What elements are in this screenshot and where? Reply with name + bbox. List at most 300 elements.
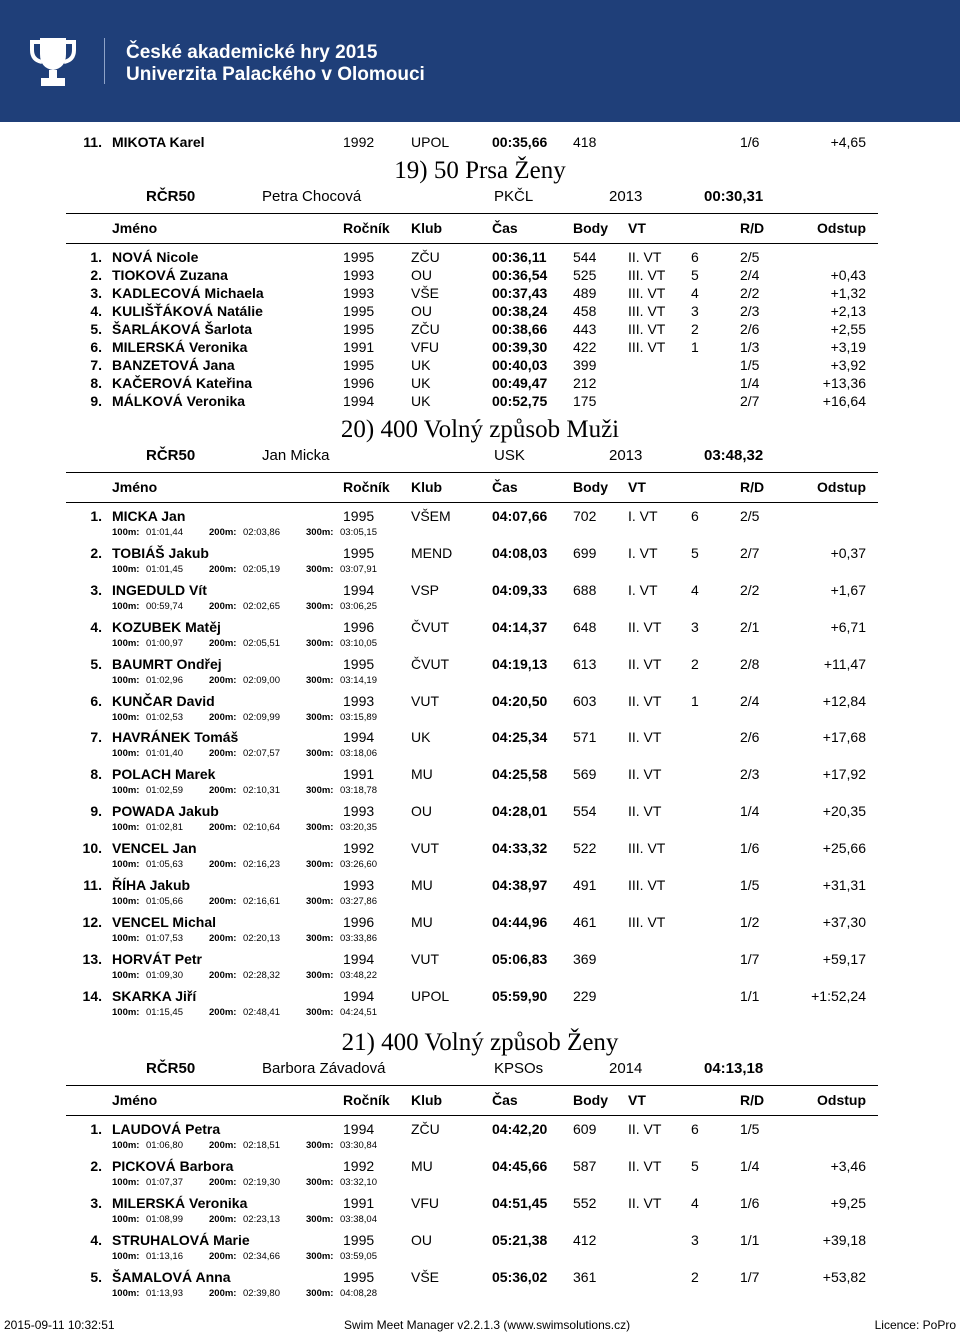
result-place: 2.: [90, 1157, 102, 1174]
record-year: 2013: [609, 447, 643, 464]
result-name: PICKOVÁ Barbora: [112, 1157, 234, 1174]
result-rd: 1/6: [740, 134, 760, 150]
split-label: 200m:: [209, 711, 237, 723]
result-points: 489: [573, 285, 597, 301]
split-time: 03:27,86: [340, 896, 377, 907]
result-club: UPOL: [411, 134, 450, 150]
result-year: 1992: [343, 1157, 375, 1174]
split-time: 02:28,32: [243, 969, 280, 981]
split-label: 100m:: [112, 711, 140, 723]
result-club: VŠE: [411, 285, 440, 301]
column-header-rd: R/D: [740, 479, 765, 495]
result-place: 11.: [83, 134, 102, 150]
split-label: 200m:: [209, 822, 237, 834]
split-time: 01:15,45: [146, 1006, 183, 1018]
result-name: KULIŠŤÁKOVÁ Natálie: [112, 303, 263, 319]
result-vt: II. VT: [628, 729, 662, 746]
column-header-vt: VT: [628, 479, 646, 495]
result-rd: 1/1: [740, 1231, 760, 1248]
result-club: UK: [411, 729, 431, 746]
result-place: 10.: [82, 840, 102, 857]
result-club: UK: [411, 393, 431, 409]
result-rd: 2/6: [740, 729, 760, 746]
result-points: 212: [573, 375, 597, 391]
result-points: 525: [573, 267, 597, 283]
split-label: 200m:: [209, 896, 237, 907]
column-header-name: Jméno: [112, 479, 158, 495]
result-place: 5.: [90, 655, 102, 672]
result-name: VENCEL Michal: [112, 913, 216, 930]
result-time: 00:35,66: [492, 134, 548, 150]
result-time: 04:28,01: [492, 803, 548, 820]
result-rd: 2/5: [740, 508, 760, 524]
split-time: 01:01,45: [146, 563, 183, 575]
result-name: HAVRÁNEK Tomáš: [112, 729, 239, 746]
result-time: 00:36,11: [492, 249, 547, 265]
split-time: 01:05,63: [146, 859, 183, 871]
column-header-rd: R/D: [740, 1092, 765, 1108]
split-label: 100m:: [112, 785, 140, 797]
result-diff: +59,17: [822, 950, 866, 967]
result-rd: 1/4: [740, 803, 760, 820]
result-place: 8.: [90, 375, 102, 391]
split-time: 01:08,99: [146, 1213, 183, 1225]
split-time: 02:16,61: [243, 896, 280, 907]
split-time: 01:07,37: [146, 1176, 183, 1188]
split-time: 01:02,53: [146, 711, 183, 723]
result-place: 6.: [90, 339, 102, 355]
result-vt-number: 5: [691, 267, 699, 283]
record-holder: Barbora Závadová: [262, 1060, 386, 1077]
result-name: MICKA Jan: [112, 508, 186, 524]
result-points: 702: [573, 508, 597, 524]
result-time: 00:37,43: [492, 285, 548, 301]
result-diff: +17,92: [822, 766, 866, 783]
split-label: 300m:: [306, 1006, 334, 1018]
result-diff: +53,82: [822, 1268, 866, 1285]
result-time: 00:38,24: [492, 303, 548, 319]
footer-licence: Licence: PoPro: [874, 1318, 956, 1332]
result-points: 522: [573, 840, 597, 857]
split-label: 200m:: [209, 674, 237, 686]
result-rd: 2/1: [740, 618, 760, 635]
split-label: 200m:: [209, 563, 237, 575]
split-time: 03:18,06: [340, 748, 377, 760]
split-time: 03:15,89: [340, 711, 377, 723]
result-diff: +25,66: [822, 840, 866, 857]
result-place: 4.: [90, 303, 102, 319]
split-time: 01:01,44: [146, 527, 183, 538]
result-time: 04:19,13: [492, 655, 548, 672]
split-time: 02:34,66: [243, 1250, 280, 1262]
result-time: 04:08,03: [492, 544, 548, 561]
result-rd: 2/7: [740, 544, 760, 561]
result-rd: 1/2: [740, 913, 760, 930]
result-year: 1996: [343, 618, 375, 635]
split-label: 300m:: [306, 1250, 334, 1262]
column-header-vt: VT: [628, 220, 646, 236]
split-label: 300m:: [306, 563, 334, 575]
result-diff: +3,19: [830, 339, 866, 355]
split-label: 300m:: [306, 711, 334, 723]
result-place: 9.: [90, 393, 102, 409]
result-time: 04:51,45: [492, 1194, 548, 1211]
column-header-vt: VT: [628, 1092, 646, 1108]
result-points: 613: [573, 655, 597, 672]
trophy-icon: [28, 36, 78, 88]
result-points: 461: [573, 913, 597, 930]
result-points: 571: [573, 729, 597, 746]
split-label: 100m:: [112, 1176, 140, 1188]
result-vt: II. VT: [628, 803, 662, 820]
result-points: 554: [573, 803, 597, 820]
result-vt: I. VT: [628, 508, 658, 524]
split-time: 01:02,81: [146, 822, 183, 834]
record-time: 04:13,18: [704, 1060, 764, 1077]
result-vt-number: 4: [691, 581, 699, 598]
split-time: 03:26,60: [340, 859, 377, 871]
result-club: VŠEM: [411, 508, 451, 524]
header-top-rule: [66, 1085, 878, 1086]
result-vt: III. VT: [628, 267, 666, 283]
result-rd: 2/5: [740, 249, 760, 265]
split-time: 02:19,30: [243, 1176, 280, 1188]
split-label: 100m:: [112, 1140, 140, 1151]
result-club: OU: [411, 1231, 432, 1248]
result-year: 1994: [343, 581, 375, 598]
result-diff: +37,30: [822, 913, 866, 930]
header-bottom-rule: [66, 502, 878, 503]
split-time: 02:18,51: [243, 1140, 280, 1151]
result-vt-number: 4: [691, 1194, 699, 1211]
record-label: RČR50: [146, 447, 196, 464]
result-points: 569: [573, 766, 597, 783]
result-rd: 1/7: [740, 950, 760, 967]
result-time: 04:14,37: [492, 618, 548, 635]
column-header-year: Ročník: [343, 1092, 390, 1108]
banner-divider: [104, 38, 105, 84]
result-club: MEND: [411, 544, 453, 561]
result-place: 9.: [90, 803, 102, 820]
result-club: OU: [411, 803, 432, 820]
result-vt-number: 2: [691, 1268, 699, 1285]
result-diff: +0,37: [830, 544, 866, 561]
header-top-rule: [66, 472, 878, 473]
result-club: OU: [411, 267, 432, 283]
column-header-name: Jméno: [112, 220, 158, 236]
result-club: UPOL: [411, 987, 450, 1004]
result-rd: 1/5: [740, 877, 760, 893]
record-year: 2014: [609, 1060, 643, 1077]
column-header-points: Body: [573, 1092, 608, 1108]
result-diff: +3,46: [830, 1157, 866, 1174]
split-label: 300m:: [306, 527, 334, 538]
split-label: 200m:: [209, 1213, 237, 1225]
column-header-year: Ročník: [343, 479, 390, 495]
split-label: 200m:: [209, 1176, 237, 1188]
split-time: 02:05,51: [243, 637, 280, 649]
result-year: 1992: [343, 840, 375, 857]
split-time: 03:20,35: [340, 822, 377, 834]
split-label: 300m:: [306, 785, 334, 797]
result-vt-number: 4: [691, 285, 699, 301]
result-name: MILERSKÁ Veronika: [112, 339, 248, 355]
header-banner: [0, 0, 960, 122]
split-label: 200m:: [209, 748, 237, 760]
result-time: 04:42,20: [492, 1121, 548, 1137]
result-vt: III. VT: [628, 339, 666, 355]
result-diff: +39,18: [822, 1231, 866, 1248]
result-place: 7.: [90, 729, 102, 746]
split-time: 03:30,84: [340, 1140, 377, 1151]
event-title: 20) 400 Volný způsob Muži: [340, 416, 620, 443]
result-place: 1.: [90, 1121, 102, 1137]
split-label: 200m:: [209, 527, 237, 538]
result-vt: II. VT: [628, 618, 662, 635]
split-time: 01:01,40: [146, 748, 183, 760]
result-club: VFU: [411, 1194, 439, 1211]
column-header-points: Body: [573, 220, 608, 236]
split-label: 200m:: [209, 600, 237, 612]
result-vt-number: 6: [691, 508, 699, 524]
result-rd: 2/4: [740, 692, 760, 709]
split-label: 300m:: [306, 932, 334, 944]
result-points: 443: [573, 321, 597, 337]
split-time: 03:33,86: [340, 932, 377, 944]
result-points: 688: [573, 581, 597, 598]
result-time: 04:44,96: [492, 913, 548, 930]
result-diff: +16,64: [822, 393, 866, 409]
result-diff: +1,67: [830, 581, 866, 598]
result-vt-number: 1: [691, 692, 699, 709]
result-time: 04:38,97: [492, 877, 548, 893]
split-label: 300m:: [306, 1213, 334, 1225]
result-rd: 2/6: [740, 321, 760, 337]
split-time: 03:14,19: [340, 674, 377, 686]
result-vt: III. VT: [628, 303, 666, 319]
result-club: VUT: [411, 950, 439, 967]
result-year: 1993: [343, 267, 375, 283]
result-diff: +12,84: [822, 692, 866, 709]
result-points: 648: [573, 618, 597, 635]
result-club: UK: [411, 357, 431, 373]
result-club: UK: [411, 375, 431, 391]
split-label: 100m:: [112, 932, 140, 944]
result-vt-number: 1: [691, 339, 699, 355]
result-club: MU: [411, 1157, 433, 1174]
result-points: 699: [573, 544, 597, 561]
split-label: 100m:: [112, 859, 140, 871]
split-label: 300m:: [306, 637, 334, 649]
split-time: 01:06,80: [146, 1140, 183, 1151]
record-club: USK: [494, 447, 525, 464]
record-time: 00:30,31: [704, 188, 764, 205]
split-time: 01:00,97: [146, 637, 183, 649]
result-name: VENCEL Jan: [112, 840, 197, 857]
result-place: 1.: [90, 508, 102, 524]
result-vt: II. VT: [628, 692, 662, 709]
result-diff: +0,43: [830, 267, 866, 283]
result-time: 00:36,54: [492, 267, 548, 283]
result-vt: II. VT: [628, 1121, 662, 1137]
result-name: STRUHALOVÁ Marie: [112, 1231, 250, 1248]
result-year: 1993: [343, 877, 375, 893]
result-time: 00:52,75: [492, 393, 548, 409]
result-place: 3.: [90, 1194, 102, 1211]
result-vt: III. VT: [628, 285, 666, 301]
result-year: 1993: [343, 803, 375, 820]
result-time: 05:36,02: [492, 1268, 548, 1285]
split-time: 02:23,13: [243, 1213, 280, 1225]
event-title: 19) 50 Prsa Ženy: [394, 157, 566, 184]
result-time: 00:38,66: [492, 321, 548, 337]
result-year: 1991: [343, 339, 375, 355]
result-name: MILERSKÁ Veronika: [112, 1194, 248, 1211]
result-club: MU: [411, 766, 433, 783]
split-label: 100m:: [112, 563, 140, 575]
split-time: 02:10,31: [243, 785, 280, 797]
result-name: BAUMRT Ondřej: [112, 655, 222, 672]
result-name: POLACH Marek: [112, 766, 216, 783]
result-vt-number: 2: [691, 655, 699, 672]
result-diff: +1,32: [830, 285, 866, 301]
split-time: 02:09,00: [243, 674, 280, 686]
result-vt: II. VT: [628, 766, 662, 783]
split-label: 100m:: [112, 1250, 140, 1262]
split-time: 02:10,64: [243, 822, 280, 834]
result-time: 04:25,34: [492, 729, 548, 746]
split-label: 300m:: [306, 1140, 334, 1151]
result-time: 04:20,50: [492, 692, 548, 709]
result-diff: +20,35: [822, 803, 866, 820]
result-place: 4.: [90, 1231, 102, 1248]
split-time: 01:09,30: [146, 969, 183, 981]
split-label: 100m:: [112, 674, 140, 686]
result-time: 04:45,66: [492, 1157, 548, 1174]
column-header-diff: Odstup: [817, 1092, 866, 1108]
banner-subtitle: Univerzita Palackého v Olomouci: [126, 64, 425, 85]
result-name: HORVÁT Petr: [112, 950, 202, 967]
result-place: 3.: [90, 285, 102, 301]
result-diff: +1:52,24: [811, 987, 866, 1004]
result-vt: III. VT: [628, 877, 666, 893]
result-points: 399: [573, 357, 597, 373]
result-vt: I. VT: [628, 544, 658, 561]
split-label: 300m:: [306, 1176, 334, 1188]
result-year: 1994: [343, 1121, 375, 1137]
result-place: 2.: [90, 544, 102, 561]
column-header-rd: R/D: [740, 220, 765, 236]
result-rd: 2/8: [740, 655, 760, 672]
result-vt-number: 5: [691, 1157, 699, 1174]
result-place: 4.: [90, 618, 102, 635]
split-time: 02:39,80: [243, 1287, 280, 1299]
header-bottom-rule: [66, 1115, 878, 1116]
result-year: 1993: [343, 692, 375, 709]
result-time: 04:07,66: [492, 508, 548, 524]
result-name: KUNČAR David: [112, 692, 215, 709]
result-year: 1991: [343, 1194, 375, 1211]
split-label: 200m:: [209, 932, 237, 944]
split-label: 200m:: [209, 637, 237, 649]
result-club: ČVUT: [411, 655, 450, 672]
result-time: 00:39,30: [492, 339, 548, 355]
result-year: 1994: [343, 393, 375, 409]
column-header-time: Čas: [492, 220, 518, 236]
result-rd: 1/5: [740, 1121, 760, 1137]
result-name: INGEDULD Vít: [112, 581, 207, 598]
split-time: 03:48,22: [340, 969, 377, 981]
result-points: 491: [573, 877, 597, 893]
result-club: VFU: [411, 339, 439, 355]
footer-timestamp: 2015-09-11 10:32:51: [4, 1318, 115, 1332]
result-name: SKARKA Jiří: [112, 987, 197, 1004]
record-label: RČR50: [146, 188, 196, 205]
result-vt: III. VT: [628, 321, 666, 337]
result-place: 12.: [82, 913, 102, 930]
result-name: ŠARLÁKOVÁ Šarlota: [112, 321, 253, 337]
result-points: 175: [573, 393, 597, 409]
result-points: 603: [573, 692, 597, 709]
record-label: RČR50: [146, 1060, 196, 1077]
column-header-time: Čas: [492, 1092, 518, 1108]
result-diff: +17,68: [822, 729, 866, 746]
split-time: 03:18,78: [340, 785, 377, 797]
result-place: 2.: [90, 267, 102, 283]
result-year: 1992: [343, 134, 375, 150]
split-time: 01:05,66: [146, 896, 183, 907]
split-time: 03:38,04: [340, 1213, 377, 1225]
result-year: 1995: [343, 321, 375, 337]
result-club: VUT: [411, 692, 439, 709]
result-diff: +2,13: [830, 303, 866, 319]
result-rd: 2/3: [740, 303, 760, 319]
result-club: MU: [411, 877, 433, 893]
result-rd: 1/1: [740, 987, 760, 1004]
result-time: 04:33,32: [492, 840, 548, 857]
column-header-time: Čas: [492, 479, 518, 495]
column-header-points: Body: [573, 479, 608, 495]
result-diff: +4,65: [830, 134, 866, 150]
split-label: 100m:: [112, 527, 140, 538]
result-rd: 2/2: [740, 581, 760, 598]
result-vt-number: 5: [691, 544, 699, 561]
result-year: 1995: [343, 544, 375, 561]
result-rd: 1/5: [740, 357, 760, 373]
result-vt: II. VT: [628, 1194, 662, 1211]
result-vt-number: 6: [691, 249, 699, 265]
split-time: 02:02,65: [243, 600, 280, 612]
result-year: 1995: [343, 655, 375, 672]
result-place: 13.: [82, 950, 102, 967]
split-time: 01:13,16: [146, 1250, 183, 1262]
split-label: 100m:: [112, 969, 140, 981]
split-label: 300m:: [306, 969, 334, 981]
result-time: 05:59,90: [492, 987, 548, 1004]
result-diff: +9,25: [830, 1194, 866, 1211]
split-label: 200m:: [209, 1140, 237, 1151]
split-label: 300m:: [306, 896, 334, 907]
result-vt: II. VT: [628, 249, 662, 265]
result-rd: 1/3: [740, 339, 760, 355]
result-time: 04:09,33: [492, 581, 548, 598]
split-time: 03:59,05: [340, 1250, 377, 1262]
result-club: ZČU: [411, 249, 440, 265]
result-rd: 2/3: [740, 766, 760, 783]
result-name: NOVÁ Nicole: [112, 249, 199, 265]
split-time: 01:07,53: [146, 932, 183, 944]
result-points: 422: [573, 339, 597, 355]
